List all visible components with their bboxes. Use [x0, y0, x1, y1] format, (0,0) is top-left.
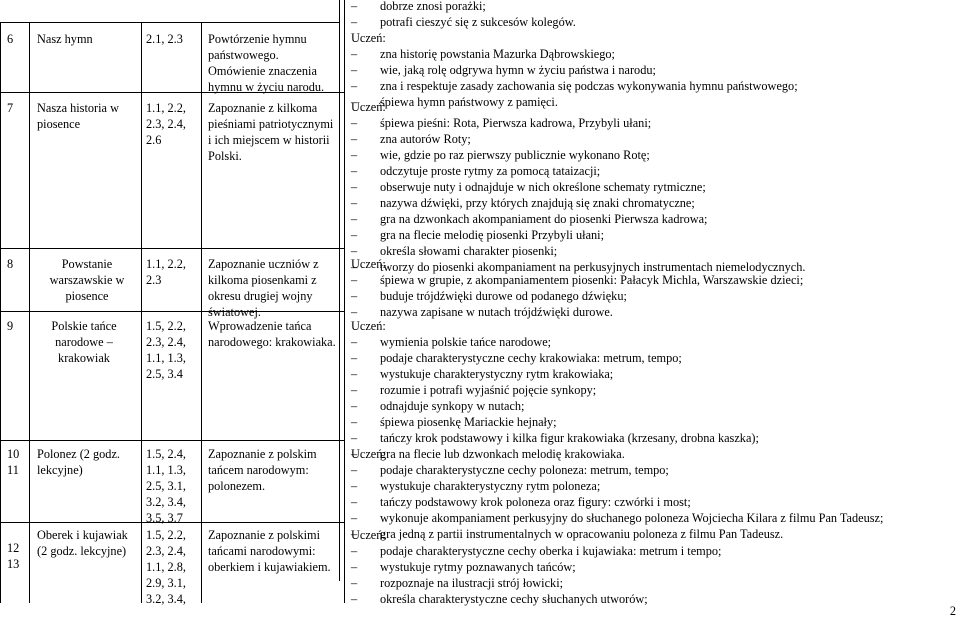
table-line [0, 440, 344, 441]
row-topic: Nasza historia w piosence [37, 101, 119, 131]
outcome-item: – gra na dzwonkach akompaniament do piosenki Pierwsza kadrowa; [351, 211, 806, 227]
outcome-heading: Uczeń: [351, 319, 386, 333]
row-number: 11 [7, 463, 19, 477]
outcome-item: – tańczy podstawowy krok poloneza oraz figury: czwórki i most; [351, 494, 883, 510]
outcome-item: – zna historię powstania Mazurka Dąbrowskiego; [351, 46, 798, 62]
outcome-item: – odczytuje proste rytmy za pomocą tataizacji; [351, 163, 806, 179]
outcome-heading: Uczeń: [351, 447, 386, 461]
table-line [141, 22, 142, 603]
outcome-item: – śpiewa hymn państwowy z pamięci. [351, 94, 798, 110]
row-number: 10 [7, 447, 20, 461]
outcome-item: – wystukuje rytmy poznawanych tańców; [351, 559, 721, 575]
outcome-item: – rozpoznaje na ilustracji strój łowicki; [351, 575, 721, 591]
outcome-item: – podaje charakterystyczne cechy krakowiaka: metrum, tempo; [351, 350, 759, 366]
outcome-item: – wykonuje akompaniament perkusyjny do słuchanego poloneza Wojciecha Kilara z filmu Pan Tadeusz; [351, 510, 883, 526]
table-line [29, 22, 30, 603]
outcome-item: – określa słowami charakter piosenki; [351, 243, 806, 259]
outcome-item: – gra na flecie melodię piosenki Przybyli ułani; [351, 227, 806, 243]
outcome-item: – gra jedną z partii instrumentalnych w opracowaniu poloneza z filmu Pan Tadeusz. [351, 526, 883, 542]
table-line [201, 22, 202, 603]
outcome-item: – wie, jaką rolę odgrywa hymn w życiu państwa i narodu; [351, 62, 798, 78]
row-codes: 1.5, 2.4, 1.1, 1.3, 2.5, 3.1, 3.2, 3.4, 3.5, 3.7 [146, 447, 186, 525]
row-content: Zapoznanie z polskim tańcem narodowym: polonezem. [208, 447, 317, 493]
outcome-item: – określa charakterystyczne cechy słuchanych utworów; [351, 591, 721, 607]
row-codes: 1.1, 2.2, 2.3 [146, 257, 186, 287]
row-topic: Nasz hymn [37, 32, 93, 46]
outcome-item: – podaje charakterystyczne cechy poloneza: metrum, tempo; [351, 462, 883, 478]
outcome-heading: Uczeń: [351, 528, 386, 542]
outcome-heading: Uczeń: [351, 31, 386, 45]
page-number: 2 [949, 604, 956, 618]
row-codes: 1.5, 2.2, 2.3, 2.4, 1.1, 1.3, 2.5, 3.4 [146, 319, 186, 381]
outcome-item: – gra na flecie lub dzwonkach melodię krakowiaka. [351, 446, 759, 462]
table-line [339, 0, 340, 581]
outcome-item: – śpiewa piosenkę Mariackie hejnały; [351, 414, 759, 430]
row-number: 12 [7, 541, 20, 555]
row-number: 8 [7, 257, 14, 271]
outcome-item: – obserwuje nuty i odnajduje w nich określone schematy rytmiczne; [351, 179, 806, 195]
outcome-heading: Uczeń: [351, 257, 386, 271]
outcome-item: – rozumie i potrafi wyjaśnić pojęcie synkopy; [351, 382, 759, 398]
row-number: 9 [7, 319, 14, 333]
table-line [344, 0, 345, 603]
row-content: Zapoznanie uczniów z kilkoma piosenkami z okresu drugiej wojny światowej. [208, 257, 319, 319]
row-topic: Powstanie warszawskie w piosence [49, 257, 125, 303]
outcome-item: – potrafi cieszyć się z sukcesów kolegów. [351, 14, 576, 30]
outcomes-row-12 [351, 527, 721, 607]
table-line [0, 22, 339, 23]
outcome-item: – nazywa dźwięki, przy których znajdują się znaki chromatyczne; [351, 195, 806, 211]
outcome-heading: Uczeń: [351, 100, 386, 114]
row-topic: Oberek i kujawiak (2 godz. lekcyjne) [37, 528, 128, 558]
outcomes-top [351, 0, 576, 30]
outcome-item: – śpiewa pieśni: Rota, Pierwsza kadrowa, Przybyli ułani; [351, 115, 806, 131]
outcome-item: – zna i respektuje zasady zachowania się podczas wykonywania hymnu państwowego; [351, 78, 798, 94]
outcome-item: – nazywa zapisane w nutach trójdźwięki durowe. [351, 304, 803, 320]
outcome-item: – zna autorów Roty; [351, 131, 806, 147]
row-number: 6 [7, 32, 14, 46]
outcome-item: – wystukuje charakterystyczny rytm poloneza; [351, 478, 883, 494]
table-line [0, 248, 344, 249]
outcome-item: – tańczy krok podstawowy i kilka figur krakowiaka (krzesany, drobna kaszka); [351, 430, 759, 446]
row-content: Wprowadzenie tańca narodowego: krakowiaka. [208, 319, 336, 349]
outcomes-row-9 [351, 318, 759, 462]
outcome-item: – wie, gdzie po raz pierwszy publicznie wykonano Rotę; [351, 147, 806, 163]
row-codes: 1.1, 2.2, 2.3, 2.4, 2.6 [146, 101, 186, 147]
outcome-item: – wystukuje charakterystyczny rytm krakowiaka; [351, 366, 759, 382]
row-codes: 1.5, 2.2, 2.3, 2.4, 1.1, 2.8, 2.9, 3.1, 3.2, 3.4, [146, 528, 186, 606]
row-number: 7 [7, 101, 14, 115]
outcomes-row-8 [351, 256, 803, 320]
row-codes: 2.1, 2.3 [146, 32, 183, 46]
table-line [0, 22, 1, 603]
outcomes-row-6 [351, 30, 798, 110]
row-content: Zapoznanie z kilkoma pieśniami patriotycznymi i ich miejscem w historii Polski. [208, 101, 334, 163]
row-topic: Polskie tańce narodowe – krakowiak [51, 319, 117, 365]
outcome-item: – podaje charakterystyczne cechy oberka i kujawiaka: metrum i tempo; [351, 543, 721, 559]
outcome-item: – tworzy do piosenki akompaniament na perkusyjnych instrumentach niemelodycznych. [351, 259, 806, 275]
outcome-item: – wymienia polskie tańce narodowe; [351, 334, 759, 350]
outcome-item: – śpiewa w grupie, z akompaniamentem piosenki: Pałacyk Michla, Warszawskie dzieci; [351, 272, 803, 288]
row-number: 13 [7, 557, 20, 571]
row-content: Powtórzenie hymnu państwowego. Omówienie znaczenia hymnu w życiu narodu. [208, 32, 325, 94]
outcome-item: – dobrze znosi porażki; [351, 0, 576, 14]
outcome-item: – buduje trójdźwięki durowe od podanego dźwięku; [351, 288, 803, 304]
row-topic: Polonez (2 godz. lekcyjne) [37, 447, 120, 477]
outcomes-row-7 [351, 99, 806, 275]
row-content: Zapoznanie z polskimi tańcami narodowymi: oberkiem i kujawiakiem. [208, 528, 331, 574]
outcome-item: – odnajduje synkopy w nutach; [351, 398, 759, 414]
